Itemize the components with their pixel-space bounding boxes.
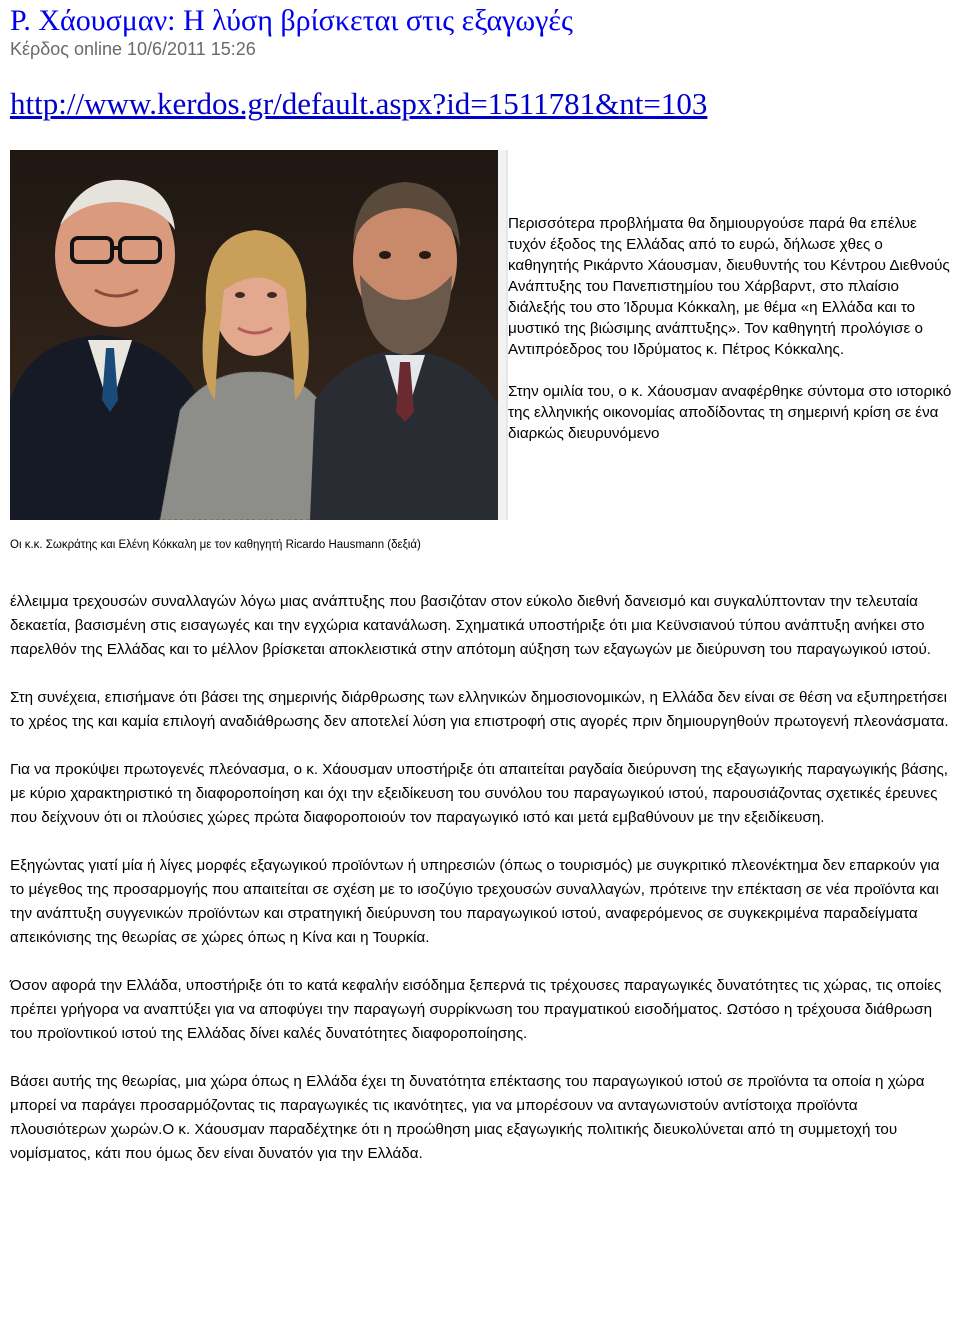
article-photo <box>10 150 508 520</box>
source-timestamp: Κέρδος online 10/6/2011 15:26 <box>10 39 256 59</box>
body-paragraph: Όσον αφορά την Ελλάδα, υποστήριξε ότι το κατά κεφαλήν εισόδημα ξεπερνά τις τρέχουσες παραγωγικές δυνατότητες τις χώρας, τις οποίες πρέπει γρήγορα να αναπτύξει για να αποφύγει την παραγωγή συρρίκνωση του πραγματικού εισοδήματος. Ωστόσο η τρέχουσα διάθρωση του προϊοντικού ιστού της Ελλάδας δίνει καλές δυνατότητες διαφοροποίησης. <box>10 977 942 1042</box>
article-body <box>10 590 950 1190</box>
body-paragraph: Εξηγώντας γιατί μία ή λίγες μορφές εξαγωγικού προϊόντων ή υπηρεσιών (όπως ο τουρισμός) με συγκριτικό πλεονέκτημα δεν επαρκούν για το μέγεθος της προσαρμογής που απαιτείται σε σχέση με το ισοζύγιο τρεχουσών συναλλαγών, πρότεινε την επέκταση σε νέα προϊόντα και την ανάπτυξη συγγενικών προϊόντων και στρατηγική διεύρυνση του παραγωγικού ιστού, αναφερόμενος σε συγκεκριμένα παραδείγματα απεικόνισης της θεωρίας σε χώρες όπως η Κίνα και η Τουρκία. <box>10 857 940 946</box>
side-text-column <box>508 213 953 465</box>
photo-caption: Οι κ.κ. Σωκράτης και Ελένη Κόκκαλη με τον καθηγητή Ricardo Hausmann (δεξιά) <box>10 539 421 551</box>
body-paragraph: Για να προκύψει πρωτογενές πλεόνασμα, ο κ. Χάουσμαν υποστήριξε ότι απαιτείται ραγδαία διεύρυνση της εξαγωγικής παραγωγικής βάσης, με κύριο χαρακτηριστικό τη διαφοροποίηση και όχι την εξειδίκευση του συνόλου του παραγωγικού ιστού, παρουσιάζοντας σχετικές έρευνες που δείχνουν ότι οι πλούσιες χώρες πρώτα διαφοροποιούν τον παραγωγικό ιστό και μετά εμβαθύνουν με την εξειδίκευση. <box>10 761 949 826</box>
source-url-link[interactable]: http://www.kerdos.gr/default.aspx?id=1511781&nt=103 <box>10 86 708 121</box>
body-paragraph: Βάσει αυτής της θεωρίας, μια χώρα όπως η Ελλάδα έχει τη δυνατότητα επέκτασης του παραγωγικού ιστού σε προϊόντα τα οποία η χώρα μπορεί να παράγει προσαρμόζοντας τις παραγωγικές τις ικανότητες, για να μπορέσουν να ανταγωνιστούν αντίστοιχα προϊόντα πλουσιότερων χωρών.Ο κ. Χάουσμαν παραδέχτηκε ότι η προώθηση μιας εξαγωγικής πολιτικής διευκολύνεται από τη συμμετοχή του νομίσματος, κάτι που όμως δεν είναι δυνατόν για την Ελλάδα. <box>10 1073 925 1162</box>
article-title: Ρ. Χάουσμαν: Η λύση βρίσκεται στις εξαγωγές <box>10 4 573 37</box>
side-paragraph: Περισσότερα προβλήματα θα δημιουργούσε παρά θα επέλυε τυχόν έξοδος της Ελλάδας από το ευρώ, δήλωσε χθες ο καθηγητής Ρικάρντο Χάουσμαν, διευθυντής του Κέντρου Διεθνούς Ανάπτυξης του Πανεπιστημίου του Χάρβαρντ, στο πλαίσιο διάλεξής του στο Ίδρυμα Κόκκαλη, με θέμα «η Ελλάδα και το μυστικό της βιώσιμης ανάπτυξης». Τον καθηγητή προλόγισε ο Αντιπρόεδρος του Ιδρύματος κ. Πέτρος Κόκκαλης. <box>508 215 950 358</box>
photo-illustration <box>10 150 506 520</box>
body-paragraph: Στη συνέχεια, επισήμανε ότι βάσει της σημερινής διάρθρωσης των ελληνικών δημοσιονομικών, η Ελλάδα δεν είναι σε θέση να εξυπηρετήσει το χρέος της και καμία επιλογή αναδιάθρωσης δεν αποτελεί λύση για επιστροφή στις αγορές πριν δημιουργηθούν πρωτογενή πλεονάσματα. <box>10 689 949 730</box>
body-paragraph: έλλειμμα τρεχουσών συναλλαγών λόγω μιας ανάπτυξης που βασιζόταν στον εύκολο διεθνή δανεισμό και συγκαλύπτονταν την τελευταία δεκαετία, βασισμένη στις εισαγωγές και την εγχώρια κατανάλωση. Σχηματικά υποστήριξε ότι μια Κεϋνσιανού τύπου ανάπτυξη ανήκει στο παρελθόν της Ελλάδας και το μέλλον βρίσκεται αποκλειστικά στην απότομη αύξηση των εξαγωγών με διεύρυνση του παραγωγικού ιστού. <box>10 593 931 658</box>
side-paragraph: Στην ομιλία του, ο κ. Χάουσμαν αναφέρθηκε σύντομα στο ιστορικό της ελληνικής οικονομίας αποδίδοντας τη σημερινή κρίση σε ένα διαρκώς διευρυνόμενο <box>508 383 952 442</box>
